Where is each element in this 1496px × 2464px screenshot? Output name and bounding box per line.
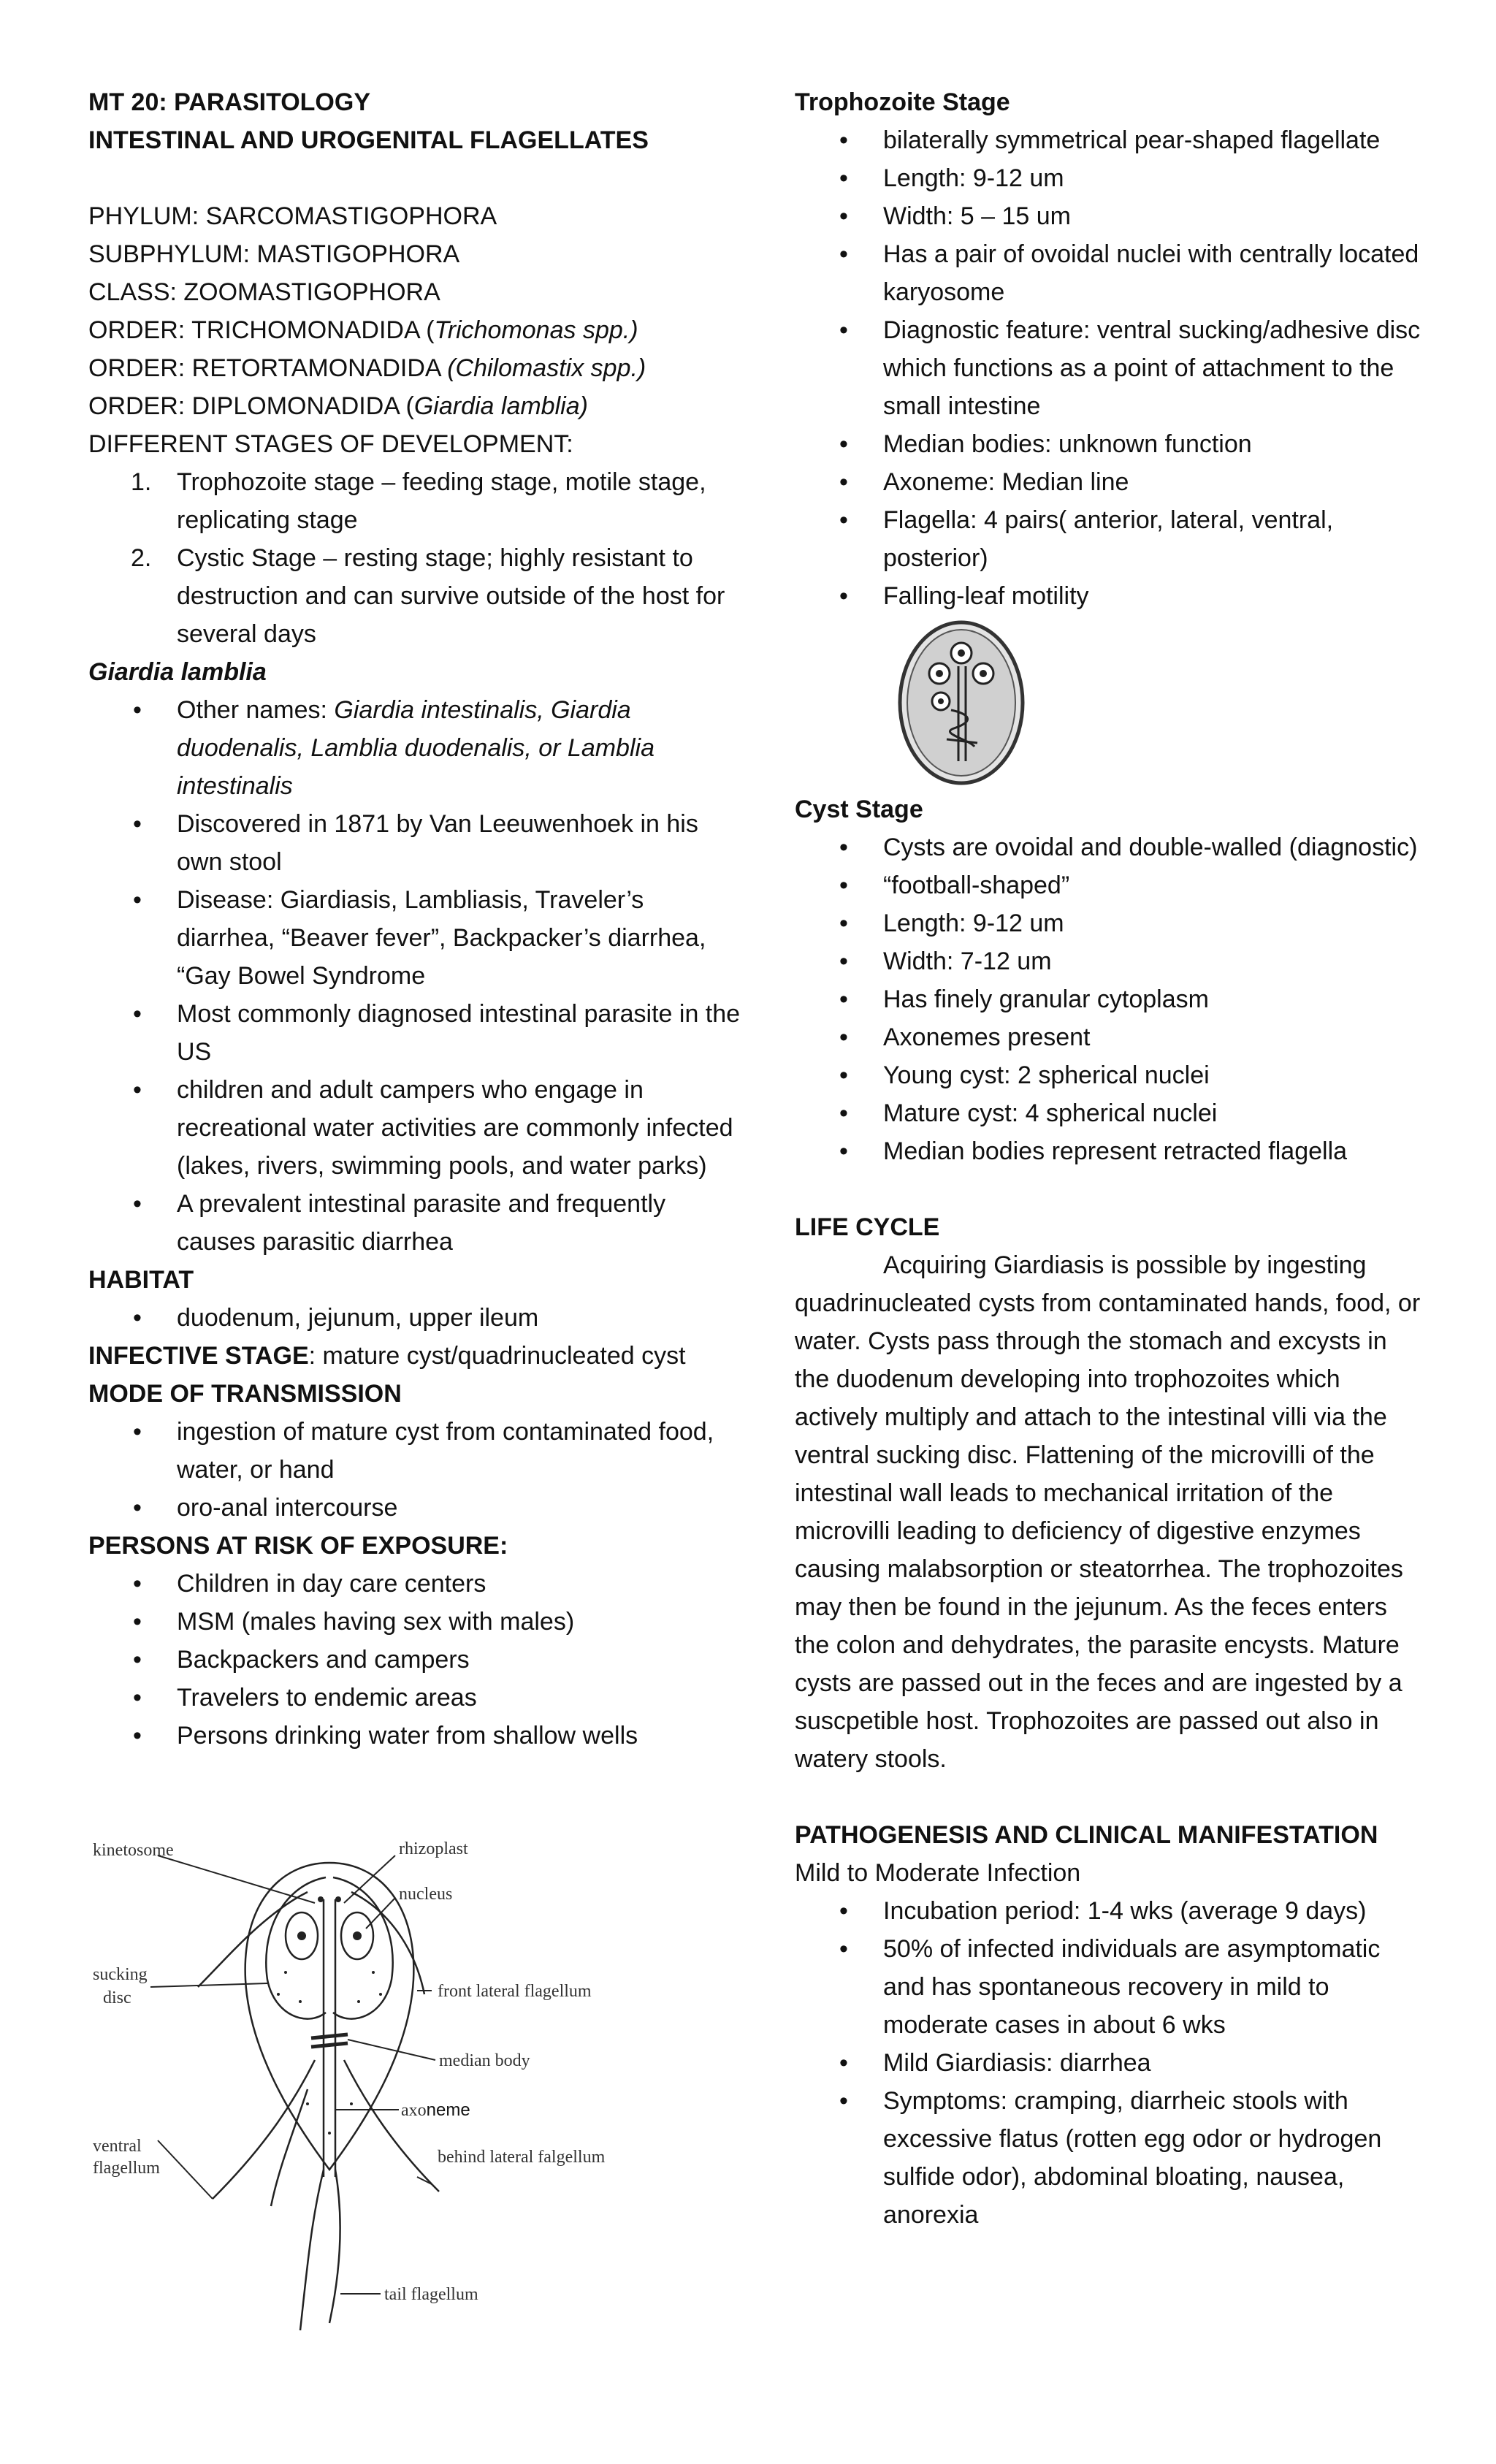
list-item: • oro-anal intercourse	[88, 1489, 746, 1527]
stages-heading: DIFFERENT STAGES OF DEVELOPMENT:	[88, 430, 573, 458]
label-front-lateral-flagellum: front lateral flagellum	[438, 1982, 592, 2001]
list-item: • Median bodies: unknown function	[795, 425, 1423, 463]
pathogenesis-subheading: Mild to Moderate Infection	[795, 1859, 1081, 1887]
label-tail-flagellum: tail flagellum	[384, 2285, 478, 2304]
life-cycle-paragraph: Acquiring Giardiasis is possible by ingesting quadrinucleated cysts from contaminated hands, food, or water. Cysts pass through the stomach and excysts in the duodenum developing into trophozoites which actively multiply and attach to the intestinal villi via the ventral sucking disc. Flattening of the microvilli of the intestinal wall leads to mechanical irritation of the microvilli leading to deficiency of digestive enzymes causing malabsorption or steatorrhea. The trophozoites may then be found in the jejunum. As the feces enters the colon and dehydrates, the parasite encysts. Mature cysts are passed out in the feces and are ingested by a suscpetible host. Trophozoites are passed out also in watery stools.	[795, 1251, 1421, 1773]
label-disc: disc	[103, 1988, 131, 2007]
transmission-heading: MODE OF TRANSMISSION	[88, 1380, 402, 1408]
taxonomy-line: PHYLUM: SARCOMASTIGOPHORA	[88, 202, 497, 230]
list-item: • Incubation period: 1-4 wks (average 9 days)	[795, 1892, 1423, 1930]
list-item: • Persons drinking water from shallow wells	[88, 1717, 746, 1755]
list-item: • Width: 5 – 15 um	[795, 197, 1423, 235]
label-flagellum: flagellum	[93, 2159, 160, 2178]
label-nucleus: nucleus	[399, 1885, 453, 1904]
list-item: • Width: 7-12 um	[795, 942, 1423, 980]
risk-list	[88, 1565, 746, 1755]
list-item: • Cysts are ovoidal and double-walled (diagnostic)	[795, 828, 1423, 866]
list-item: • “football-shaped”	[795, 866, 1423, 904]
list-item: • Axoneme: Median line	[795, 463, 1423, 501]
taxonomy-line: ORDER: RETORTAMONADIDA (Chilomastix spp.)	[88, 354, 646, 382]
list-item: • Mild Giardiasis: diarrhea	[795, 2044, 1423, 2082]
list-item: • Disease: Giardiasis, Lambliasis, Traveler’s diarrhea, “Beaver fever”, Backpacker’s diarrhea, “Gay Bowel Syndrome	[88, 881, 746, 995]
list-item: • children and adult campers who engage in recreational water activities are commonly infected (lakes, rivers, swimming pools, and water parks)	[88, 1071, 746, 1185]
left-column	[88, 83, 746, 1755]
cyst-list	[795, 828, 1423, 1170]
list-item: • Flagella: 4 pairs( anterior, lateral, ventral, posterior)	[795, 501, 1423, 577]
cyst-heading: Cyst Stage	[795, 796, 923, 823]
label-axo: axoneme	[401, 2100, 470, 2120]
list-item: • Other names: Giardia intestinalis, Giardia duodenalis, Lamblia duodenalis, or Lamblia intestinalis	[88, 691, 746, 805]
list-item: • bilaterally symmetrical pear-shaped flagellate	[795, 121, 1423, 159]
list-item: • Length: 9-12 um	[795, 904, 1423, 942]
stages-list	[88, 463, 746, 653]
list-item: • ingestion of mature cyst from contaminated food, water, or hand	[88, 1413, 746, 1489]
list-item: 1. Trophozoite stage – feeding stage, motile stage, replicating stage	[131, 468, 706, 534]
trophozoite-image	[888, 615, 1034, 790]
trophozoite-labeled-diagram	[88, 1826, 644, 2338]
risk-heading: PERSONS AT RISK OF EXPOSURE:	[88, 1532, 508, 1560]
list-item: • Most commonly diagnosed intestinal parasite in the US	[88, 995, 746, 1071]
giardia-heading: Giardia lamblia	[88, 658, 267, 686]
taxonomy-line: CLASS: ZOOMASTIGOPHORA	[88, 278, 440, 306]
list-item: • Discovered in 1871 by Van Leeuwenhoek in his own stool	[88, 805, 746, 881]
list-item: 2. Cystic Stage – resting stage; highly resistant to destruction and can survive outside of the host for several days	[131, 544, 725, 648]
list-item: • Falling-leaf motility	[795, 577, 1423, 615]
trophozoite-list	[795, 121, 1423, 615]
pathogenesis-heading: PATHOGENESIS AND CLINICAL MANIFESTATION	[795, 1821, 1378, 1849]
list-item: • Backpackers and campers	[88, 1641, 746, 1679]
list-item: • Has a pair of ovoidal nuclei with centrally located karyosome	[795, 235, 1423, 311]
habitat-heading: HABITAT	[88, 1266, 194, 1294]
label-median-body: median body	[439, 2051, 530, 2070]
list-item: • Diagnostic feature: ventral sucking/adhesive disc which functions as a point of attachment to the small intestine	[795, 311, 1423, 425]
label-behind-lateral-flagellum: behind lateral falgellum	[438, 2148, 606, 2167]
list-item: • Mature cyst: 4 spherical nuclei	[795, 1094, 1423, 1132]
pathogenesis-list	[795, 1892, 1423, 2234]
label-sucking: sucking	[93, 1965, 148, 1984]
list-item: • Young cyst: 2 spherical nuclei	[795, 1056, 1423, 1094]
taxonomy-line: SUBPHYLUM: MASTIGOPHORA	[88, 240, 460, 268]
label-ventral: ventral	[93, 2137, 142, 2156]
taxonomy-line: ORDER: DIPLOMONADIDA (Giardia lamblia)	[88, 392, 588, 420]
giardia-bullets	[88, 691, 746, 1261]
label-kinetosome: kinetosome	[93, 1841, 174, 1860]
list-item: • A prevalent intestinal parasite and frequently causes parasitic diarrhea	[88, 1185, 746, 1261]
list-item: • Axonemes present	[795, 1018, 1423, 1056]
right-column	[795, 83, 1423, 2234]
list-item: • Median bodies represent retracted flagella	[795, 1132, 1423, 1170]
document-title: MT 20: PARASITOLOGY	[88, 88, 371, 116]
habitat-list	[88, 1299, 746, 1337]
list-item: • MSM (males having sex with males)	[88, 1603, 746, 1641]
list-item: • 50% of infected individuals are asymptomatic and has spontaneous recovery in mild to moderate cases in about 6 wks	[795, 1930, 1423, 2044]
infective-stage: INFECTIVE STAGE: mature cyst/quadrinucleated cyst	[88, 1342, 686, 1370]
list-item: • duodenum, jejunum, upper ileum	[88, 1299, 746, 1337]
list-item: • Symptoms: cramping, diarrheic stools with excessive flatus (rotten egg odor or hydrogen sulfide odor), abdominal bloating, nausea, anorexia	[795, 2082, 1423, 2234]
taxonomy-list	[88, 197, 746, 425]
list-item: • Has finely granular cytoplasm	[795, 980, 1423, 1018]
transmission-list	[88, 1413, 746, 1527]
trophozoite-heading: Trophozoite Stage	[795, 88, 1010, 116]
life-cycle-heading: LIFE CYCLE	[795, 1213, 940, 1241]
document-subtitle: INTESTINAL AND UROGENITAL FLAGELLATES	[88, 126, 649, 154]
list-item: • Travelers to endemic areas	[88, 1679, 746, 1717]
label-rhizoplast: rhizoplast	[399, 1839, 468, 1858]
list-item: • Children in day care centers	[88, 1565, 746, 1603]
list-item: • Length: 9-12 um	[795, 159, 1423, 197]
taxonomy-line: ORDER: TRICHOMONADIDA (Trichomonas spp.)	[88, 316, 638, 344]
